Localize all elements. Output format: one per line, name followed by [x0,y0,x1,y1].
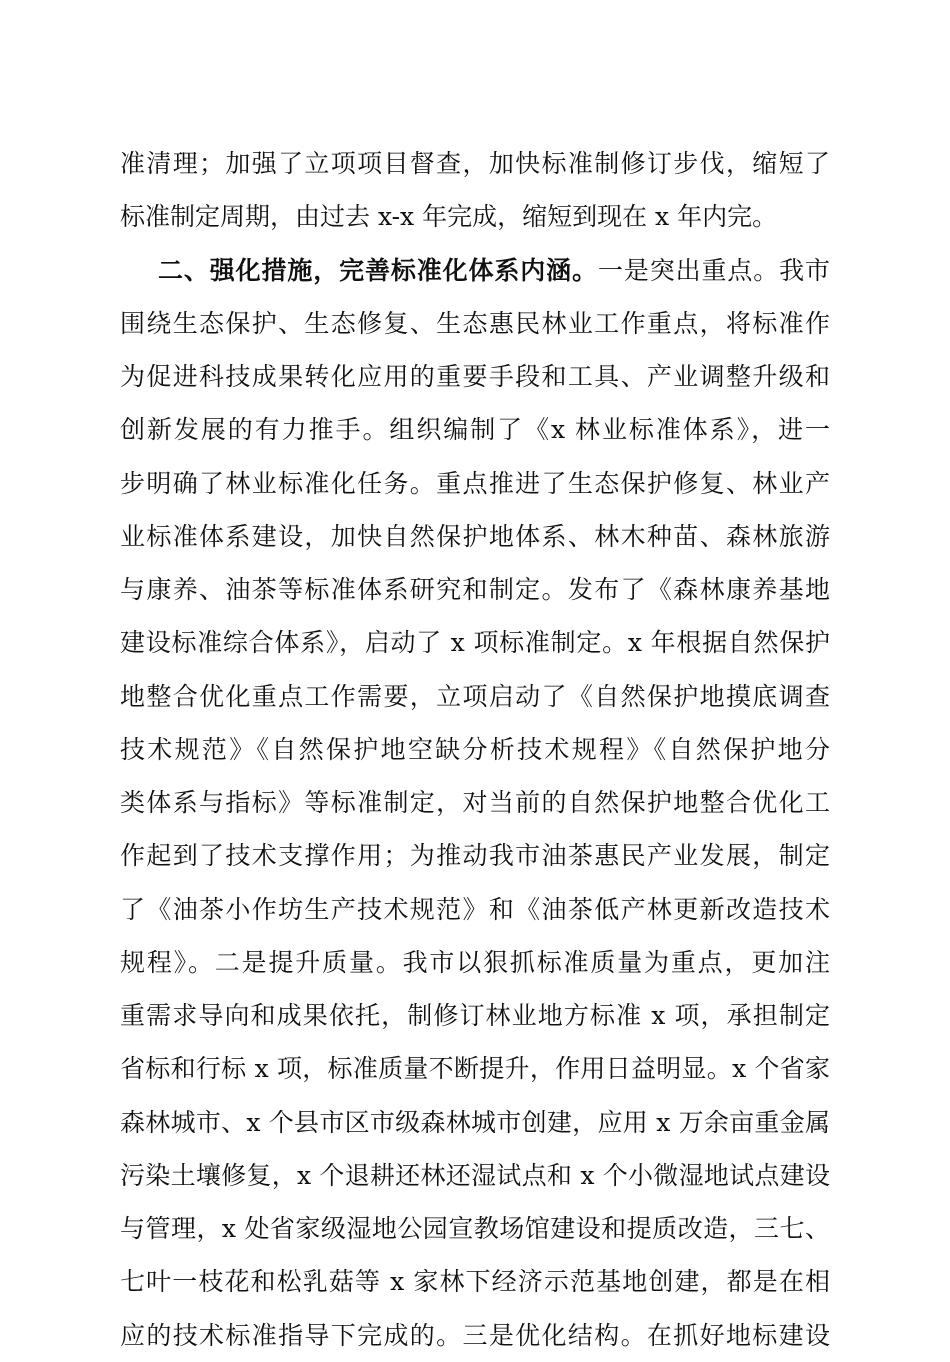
text-line-12: 技术规范》《自然保护地空缺分析技术规程》《自然保护地分 [120,734,830,764]
text-line-14: 作起到了技术支撑作用；为推动我市油茶惠民产业发展，制定 [120,841,830,871]
text-line-11: 地整合优化重点工作需要，立项启动了《自然保护地摸底调查 [120,681,830,711]
text-line-5: 为促进科技成果转化应用的重要手段和工具、产业调整升级和 [120,362,830,391]
text-line-4: 围绕生态保护、生态修复、生态惠民林业工作重点，将标准作 [120,308,830,338]
text-line-9: 与康养、油茶等标准体系研究和制定。发布了《森林康养基地 [120,575,830,604]
text-line-18: 省标和行标 x 项，标准质量不断提升，作用日益明显。x 个省家 [120,1054,830,1084]
text-line-10: 建设标准综合体系》，启动了 x 项标准制定。x 年根据自然保护 [120,628,830,658]
text-line-6: 创新发展的有力推手。组织编制了《x 林业标准体系》，进一 [120,415,830,445]
section-heading-continuation: 一是突出重点。我市 [597,255,830,285]
section-heading-line [120,244,830,297]
text-line-19: 森林城市、x 个县市区市级森林城市创建，应用 x 万余亩重金属 [120,1107,830,1137]
text-line-22: 七叶一枝花和松乳菇等 x 家林下经济示范基地创建，都是在相 [120,1267,830,1297]
text-line-16: 规程》。二是提升质量。我市以狠抓标准质量为重点，更加注 [120,947,830,977]
text-line-21: 与管理，x 处省家级湿地公园宣教场馆建设和提质改造，三七、 [120,1214,830,1243]
text-line-8: 业标准体系建设，加快自然保护地体系、林木种苗、森林旅游 [120,521,830,551]
text-line-20: 污染土壤修复，x 个退耕还林还湿试点和 x 个小微湿地试点建设 [120,1160,830,1190]
section-heading: 二、强化措施，完善标准化体系内涵。 [158,255,598,285]
text-line-15: 了《油茶小作坊生产技术规范》和《油茶低产林更新改造技术 [120,894,830,924]
document-body [120,137,830,1362]
text-line-7: 步明确了林业标准化任务。重点推进了生态保护修复、林业产 [120,468,830,498]
text-line-1: 准清理；加强了立项项目督查，加快标准制修订步伐，缩短了 [120,149,830,178]
text-line-13: 类体系与指标》等标准制定，对当前的自然保护地整合优化工 [120,788,830,817]
text-line-17: 重需求导向和成果依托，制修订林业地方标准 x 项，承担制定 [120,1001,830,1030]
text-line-2: 标准制定周期，由过去 x-x 年完成，缩短到现在 x 年内完。 [120,202,778,232]
text-line-23: 应的技术标准指导下完成的。三是优化结构。在抓好地标建设 [120,1320,830,1350]
